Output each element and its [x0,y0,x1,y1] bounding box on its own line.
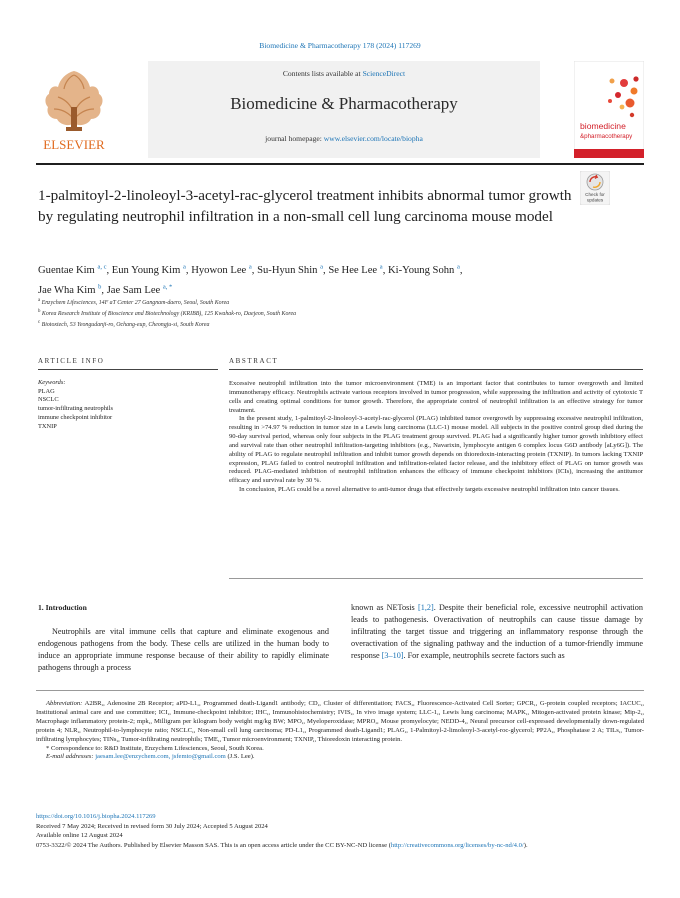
author-name[interactable]: Guentae Kim [38,264,95,276]
author-separator: , [459,264,463,276]
affiliation-b [38,308,296,318]
author-affiliation-marker[interactable]: a [183,263,186,270]
author-separator: , [101,284,105,296]
author-name[interactable]: Se Hee Lee [328,264,378,276]
author-separator: , [251,264,255,276]
author[interactable] [257,265,326,276]
abstract-paragraph: In conclusion, PLAG could be a novel alternative to anti-tumor drugs that effectively targets excessive neutrophil infiltration into cancer tissues. [239,486,620,494]
intro-text: . For example, neutrophils secrete factors such as [403,651,565,660]
author[interactable] [388,265,463,276]
author[interactable] [191,265,254,276]
author[interactable] [107,285,173,296]
affiliation-a [38,297,229,307]
keyword: TXNIP [38,422,57,430]
contents-line [148,69,540,78]
email-links[interactable]: jaesam.lee@enzychem.com, jsfemto@gmail.com [95,753,226,761]
abstract-bottom-rule [229,578,643,579]
email-suffix: (J.S. Lee). [225,753,255,761]
abstract-heading: ABSTRACT [229,357,279,365]
homepage-line [148,134,540,143]
license-text: 0753-3322/© 2024 The Authors. Published by Elsevier Masson SAS. This is an open access article under the CC BY-NC-ND license ( [36,841,391,849]
author-list [38,259,498,299]
license-link[interactable]: http://creativecommons.org/licenses/by-nc-nd/4.0/ [390,841,524,849]
author-affiliation-marker[interactable]: a, * [162,283,173,291]
author-separator: , [323,264,326,276]
author[interactable] [328,265,385,276]
author-name[interactable]: Hyowon Lee [191,264,247,276]
footnotes [36,700,644,762]
intro-text: known as NETosis [351,603,418,612]
author-name[interactable]: Eun Young Kim [111,264,181,276]
author-name[interactable]: Jae Sam Lee [106,284,161,296]
check-for-updates-badge[interactable] [580,171,610,205]
check-updates-line-1: Check for [585,192,605,197]
cover-title-line-2: &pharmacotherapy [580,133,633,140]
author[interactable] [38,285,104,296]
intro-paragraph: Neutrophils are vital immune cells that capture and eliminate exogenous and endogenous pathogens from the body. These cells are utilized in the human body to induce an appropriate immune response because of their ability to rapidly eliminate pathogens through a process [38,627,329,672]
online-date: Available online 12 August 2024 [36,832,123,839]
elsevier-wordmark: ELSEVIER [43,137,105,152]
homepage-link[interactable]: www.elsevier.com/locate/biopha [323,134,423,143]
intro-right-column [351,602,643,662]
introduction-heading: 1. Introduction [38,603,87,612]
affiliation-marker: b [38,309,41,314]
email-label: E-mail addresses: [46,753,96,761]
affiliation-text: Korea Research Institute of Bioscience and Biotechnology (KRIBB), 125 Kwahak-ro, Daejeon, South Korea [41,310,297,317]
keyword: immune checkpoint inhibitor [38,413,113,421]
journal-cover-thumbnail[interactable] [574,61,644,158]
author-name[interactable]: Ki-Young Sohn [388,264,455,276]
affiliation-text: Enzychem Lifesciences, 14F aT Center 27 Gangnam-daero, Seoul, South Korea [41,299,230,306]
doi-link[interactable]: https://doi.org/10.1016/j.biopha.2024.117269 [36,813,156,820]
intro-text: . Despite their beneficial role, excessive neutrophil activation leads to pathogenesis. Overactivation of neutrophils can cause tissue damage by infiltrating the target tissue and triggering an inflammatory response through the overactivation of the signaling pathway and the induction of a tumor-friendly immune response [351,603,643,660]
abstract-body [229,380,643,495]
journal-header [36,61,644,161]
homepage-prefix: journal homepage: [265,134,324,143]
journal-reference[interactable]: Biomedicine & Pharmacotherapy 178 (2024) 117269 [259,41,421,50]
header-divider [36,163,644,165]
keywords-block [38,379,218,431]
affiliation-marker: c [38,320,41,325]
article-info-heading: ARTICLE INFO [38,357,105,365]
affiliation-marker: a [38,298,41,303]
author-affiliation-marker[interactable]: a [248,263,252,270]
author[interactable] [112,265,189,276]
intro-paragraph-continued [351,602,643,662]
citation-link[interactable]: [1,2] [418,603,434,612]
keyword: NSCLC [38,396,59,404]
email-note [36,753,644,762]
author-separator: , [106,264,110,276]
article-title: 1-palmitoyl-2-linoleoyl-3-acetyl-rac-glycerol treatment inhibits abnormal tumor growth by regulating neutrophil infiltration in a non-small cell lung carcinoma mouse model [38,187,572,225]
author-affiliation-marker[interactable]: a [320,263,323,270]
affiliation-c [38,319,210,329]
license-statement [36,841,644,851]
received-dates: Received 7 May 2024; Received in revised form 30 July 2024; Accepted 5 August 2024 [36,822,268,830]
author-affiliation-marker[interactable]: a [457,263,460,270]
author-affiliation-marker[interactable]: a [379,263,383,270]
keyword: PLAG [38,387,55,395]
affiliation-text: Biotoxtech, 53 Yeongudanji-ro, Ochang-eup, Cheongju-si, South Korea [41,321,210,328]
author-affiliation-marker[interactable]: a, c [97,263,107,270]
citation-link[interactable]: [3–10] [381,651,404,660]
abstract-paragraph: Excessive neutrophil infiltration into the tumor microenvironment (TME) is an important factor that contributes to tumor overgrowth and limited immunotherapy efficacy. Neutrophils activate various receptors involved in tumor progression, while suppressing the infiltration and activity of cytotoxic T cells and creating optimal conditions for tumor growth. Therefore, the appropriate control of neutrophil infiltration is an effective strategy for tumor treatment. [229,380,643,414]
author-separator: , [185,264,189,276]
correspondence-note: * Correspondence to: R&D Institute, Enzychem Lifesciences, Seoul, South Korea. [46,744,264,752]
article-info-rule [38,369,218,370]
author[interactable] [38,265,109,276]
check-updates-line-2: updates [586,197,604,203]
author-affiliation-marker[interactable]: b [98,283,102,291]
footnote-rule [36,690,644,691]
abbreviations-note [36,700,644,745]
author-separator: , [382,264,386,276]
author-name[interactable]: Su-Hyun Shin [257,264,318,276]
journal-title: Biomedicine & Pharmacotherapy [230,94,458,113]
cover-title-line-1: biomedicine [580,121,626,131]
abbreviations-label: Abbreviation: [46,700,83,707]
abbreviations-text: A2BR,, Adenosine 2B Receptor; aPD-L1,, Programmed death-Ligand1 antibody; CD,, Cluster of differentiation; FACS,, Fluorescence-Activated Cell Sorter; GPCR,, G-protein coupled receptors; IACUC,, Institutional animal care and use committee; ICI,, Immune-checkpoint inhibitor; IHC,, Immunohistochemistry; IVIS,, In vivo image system; LLC-1,, Lewis lung carcinoma; MAPK,, Mitogen-activated protein kinase; Mip-2,, Macrophage inflammatory protein-2; mpk,, Milligram per kilogram body weight mg/kg BW; MPO,, Myeloperoxidase; MPRO,, Mouse promyelocyte; NEDD-4,, Neural precursor cell-expressed developmentally down-regulated protein 4; NLR,, Neutrophil-to-lymphocyte ratio; NSCLC,, Non-small cell lung carcinoma; PD-L1,, Programmed death-Ligand1; PLAG,, 1-Palmitoyl-2-limoleoyl-3-acetyl-roc-glycerol; PP2A,, Phosphatase 2 A; TILs,, Tumor-infiltrating lymphocytes; TINs,, Tumor-infiltrating neutrophils; TME,, Tumor microenvironment; TXNIP,, Thioredoxin interacting protein. [36,700,644,743]
author-name[interactable]: Jae Wha Kim [38,284,96,296]
intro-left-column [38,626,329,674]
sciencedirect-link[interactable]: ScienceDirect [362,69,406,78]
contents-prefix: Contents lists available at [282,69,363,78]
elsevier-logo[interactable] [36,63,112,158]
abstract-paragraph: In the present study, 1-palmitoyl-2-linoleoyl-3-acetyl-rac-glycerol (PLAG) inhibited tumor overgrowth by suppressing excessive neutrophil infiltration, resulting in >74.97 % reduction in tumor size in a Lewis lung carcinoma (LLC-1) mouse model. All subjects in the positive control group died during the 90-day survival period, whereas only four subjects in the PLAG treatment group survived. PLAG had a significantly higher tumor growth inhibitory effect and survival rate than other neutrophil infiltration-targeting inhibitors (e.g., Navarixin, lymphocyte antigen 6 complex locus G6D antibody [aLy6G]). The ability of PLAG to regulate neutrophil infiltration and inhibit tumor growth depends on thioredoxin-interacting protein (TXNIP). In tumors lacking TXNIP expression, PLAG failed to control neutrophil infiltration and infiltration-related factor release, and the inhibitory effect of PLAG on tumor growth was reduced. PLAG-mediated inhibition of neutrophil infiltration enhances the efficacy of immune checkpoint inhibitors (ICIs), increasing the antitumor efficacy and survival rate by 30 %. [229,415,643,485]
keywords-label: Keywords: [38,379,66,386]
keyword: tumor-infiltrating neutrophils [38,405,113,413]
license-text-end: ). [523,841,528,849]
abstract-rule [229,369,643,370]
header-center-panel [148,61,540,158]
article-history [36,812,644,850]
